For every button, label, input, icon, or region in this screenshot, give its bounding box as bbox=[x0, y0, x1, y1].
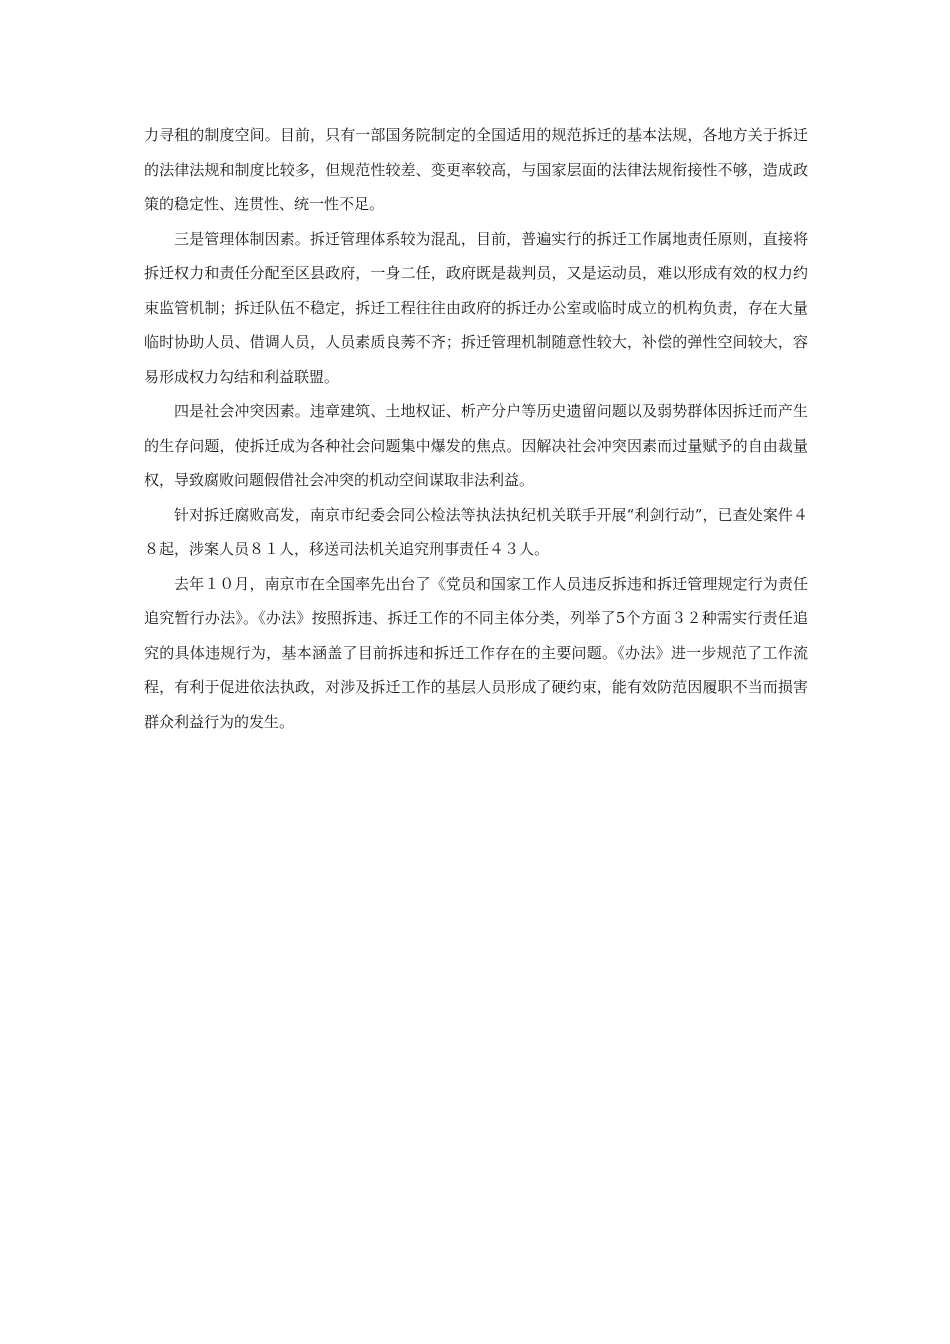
paragraph-measures: 去年１０月，南京市在全国率先出台了《党员和国家工作人员违反拆违和拆迁管理规定行为责任追究暂行办法》。《办法》按照拆违、拆迁工作的不同主体分类，列举了5个方面３２种需实行责任追究的具体违规行为，基本涵盖了目前拆违和拆迁工作存在的主要问题。《办法》进一步规范了工作流程，有利于促进依法执政，对涉及拆迁工作的基层人员形成了硬约束，能有效防范因履职不当而损害群众利益行为的发生。 bbox=[144, 574, 808, 731]
paragraph-management-system: 三是管理体制因素。拆迁管理体系较为混乱，目前，普遍实行的拆迁工作属地责任原则，直接将拆迁权力和责任分配至区县政府，一身二任，政府既是裁判员，又是运动员，难以形成有效的权力约束监管机制；拆迁队伍不稳定，拆迁工程往往由政府的拆迁办公室或临时成立的机构负责，存在大量临时协助人员、借调人员，人员素质良莠不齐；拆迁管理机制随意性较大，补偿的弹性空间较大，容易形成权力勾结和利益联盟。 bbox=[144, 229, 808, 386]
document-body bbox=[144, 118, 808, 739]
paragraph-social-conflict: 四是社会冲突因素。违章建筑、土地权证、析产分户等历史遗留问题以及弱势群体因拆迁而产生的生存问题，使拆迁成为各种社会问题集中爆发的焦点。因解决社会冲突因素而过量赋予的自由裁量权，导致腐败问题假借社会冲突的机动空间谋取非法利益。 bbox=[144, 402, 808, 489]
paragraph-rent-seeking: 力寻租的制度空间。目前，只有一部国务院制定的全国适用的规范拆迁的基本法规，各地方关于拆迁的法律法规和制度比较多，但规范性较差、变更率较高，与国家层面的法律法规衔接性不够，造成政策的稳定性、连贯性、统一性不足。 bbox=[144, 126, 808, 213]
paragraph-sword-action: 针对拆迁腐败高发，南京市纪委会同公检法等执法执纪机关联手开展“利剑行动”，已查处案件４８起，涉案人员８１人，移送司法机关追究刑事责任４３人。 bbox=[144, 505, 808, 558]
